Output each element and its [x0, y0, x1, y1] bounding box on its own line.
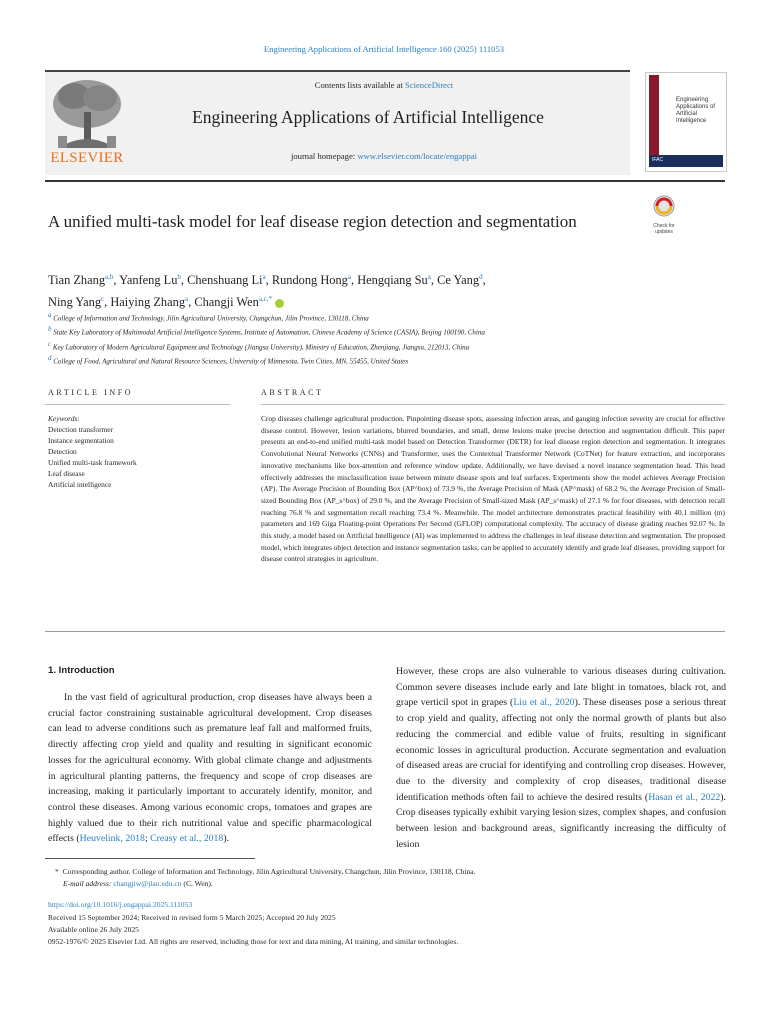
intro-left-paragraph: In the vast field of agricultural production, crop diseases have always been a crucial factor constraining sustainable agricultural development. Crop diseases can lead to adverse conditions such as premature leaf fall and malformed fruits, directly affecting crop yield and quality and resulting in significant economic losses for the agricultural economy. With global climate change and adjustments in agricultural planting patterns, the frequency and scope of crop diseases are increasing, making it particularly important to accurately identify, monitor, and control these diseases. Among various economic crops, tomatoes and grapes are highly valued due to their rich nutritional value and specific pharmacological effects (Heuvelink, 2018; Creasy et al., 2018). [48, 692, 372, 845]
received-dates: Received 15 September 2024; Received in revised form 5 March 2025; Accepted 20 July 2025 [48, 913, 336, 922]
affiliation: $^d$ College of Food, Agricultural and Natural Resource Sciences, University of Minnesota, Twin Cities, MN, 55455, United States [48, 353, 409, 366]
intro-right-paragraph: However, these crops are also vulnerable to various diseases during cultivation. Common severe diseases include early and late blight in tomatoes, black rot, and grape verticil spot in grapes (Liu et al., 2020). These diseases pose a serious threat to crop yield and quality, affecting not only the normal growth of plants but also reducing the commercial and edible value of fruits, resulting in significant economic losses in agricultural production. Accurate segmentation and evaluation of diseased areas are crucial for identifying and controlling crop diseases. However, due to the diversity and complexity of crop diseases, traditional disease identification methods often fail to achieve the desired results (Hasan et al., 2022). Crop diseases typically exhibit varying lesion sizes, complex shapes, and confusion between lesion and background areas, significantly increasing the difficulty of lesion [396, 666, 726, 850]
keyword: Unified multi-task framework [48, 458, 137, 467]
affiliation: $^a$ College of Information and Technology, Jilin Agricultural University, Changchun, Jilin Province, 130118, China [48, 311, 369, 323]
abstract-heading: ABSTRACT [261, 388, 324, 397]
author-list: Tian Zhang$^{a,b}$, Yanfeng Lu$^b$, Chenshuang Li$^a$, Rundong Hong$^a$, Hengqiang Su$^a$, Ce Yang$^d$, Ning Yang$^c$, Haiying Zhang$^a$, Changji Wen$^{a,c,*}$ [48, 273, 486, 310]
keyword: Detection transformer [48, 425, 114, 434]
keyword: Artificial intelligence [48, 480, 112, 489]
homepage-prefix: journal homepage: [290, 151, 358, 161]
citation-link[interactable]: Creasy et al., 2018 [150, 833, 224, 845]
author[interactable]: Ce Yang$^d$ [437, 273, 483, 288]
running-header[interactable]: Engineering Applications of Artificial Intelligence 160 (2025) 111053 [263, 44, 505, 54]
author[interactable]: Ning Yang$^c$ [48, 295, 105, 310]
article-info-rule [45, 404, 230, 405]
cover-title: Engineering Applications of Artificial Intelligence [676, 97, 716, 124]
check-updates-icon [647, 195, 681, 219]
publisher-wordmark[interactable]: ELSEVIER [50, 150, 124, 166]
keyword: Instance segmentation [48, 436, 114, 445]
orcid-icon[interactable] [275, 299, 284, 308]
keywords-block [48, 413, 233, 490]
masthead-rule [45, 180, 725, 182]
keyword: Leaf disease [48, 469, 85, 478]
author[interactable]: Haiying Zhang$^a$ [110, 295, 189, 310]
asterisk-icon: * [55, 867, 63, 876]
author[interactable]: Rundong Hong$^a$ [271, 273, 351, 288]
citation-link[interactable]: Liu et al., 2020 [513, 697, 575, 709]
front-matter-rule [45, 631, 725, 632]
affiliations [48, 310, 728, 367]
keywords-label: Keywords: [48, 414, 80, 423]
journal-cover[interactable] [645, 72, 727, 172]
journal-homepage-link[interactable]: www.elsevier.com/locate/engappai [357, 151, 478, 161]
abstract-rule [261, 404, 725, 405]
keyword: Detection [48, 447, 77, 456]
corresponding-note: * Corresponding author. College of Information and Technology, Jilin Agricultural University, Changchun, Jilin Province, 130118, China. [55, 867, 476, 876]
journal-title[interactable]: Engineering Applications of Artificial Intelligence [192, 107, 544, 127]
doi-link[interactable]: https://doi.org/10.1016/j.engappai.2025.111053 [48, 900, 193, 909]
cover-badge: IFAC [652, 157, 664, 163]
section-heading: 1. Introduction [48, 665, 115, 676]
footnote-rule [45, 858, 255, 859]
citation-link[interactable]: Heuvelink, 2018 [79, 833, 145, 845]
abstract-text: Crop diseases challenge agricultural production. Pinpointing disease spots, assessing infection areas, and gauging infection severity are crucial for effective disease control. However, lesion variations, blurred boundaries, and small, dense lesions make precise detection and segmentation difficult. This paper presents an end-to-end unified multi-task model based on Detection Transformer (DETR) for leaf disease region detection and segmentation. It integrates Convolutional Neural Networks (CNNs) and Transformer, uses the Contextual Transformer Network (CoTNet) for feature extraction, and incorporates innovative mechanisms like box-attention and reference window update. Additionally, we have devised a novel instance segmentation head. This head effectively addresses the misclassification issue between minute disease spots and leaf surfaces. Experiments show the model achieves Average Precision (AP). The Average Precision of Bounding Box (AP^box) of 73.9 %, the Average Precision of Mask (AP^mask) of 68.2 %, the Average Precision of Small-sized Bounding Box (AP_s^box) of 29.0 %, and the Average Precision of Small-sized Mask (AP_s^mask) of 27.1 % for four diseases, with detection recall reaching 76.8 % and segmentation recall reaching 73.4 %. Meanwhile. The model architecture demonstrates practical feasibility with 40.1 million (m) parameters and 169 Giga Floating-point Operations Per Second (GFLOP) computational complexity. The accuracy of disease grading reaches 92.07 %. In this study, a model based on Artificial Intelligence (AI) was implemented to address the challenges in leaf disease detection and segmentation. The proposed model, which integrates object detection and instance segmentation tasks, can be applied to accurately identify and grade leaf diseases, providing support for disease control strategies in agriculture. [261, 414, 725, 564]
author[interactable]: Chenshuang Li$^a$ [187, 273, 266, 288]
email-link[interactable]: changjiw@jlau.edu.cn [113, 879, 182, 888]
paper-title: A unified multi-task model for leaf disease region detection and segmentation [48, 212, 577, 231]
affiliation: $^b$ State Key Laboratory of Multimodal Artificial Intelligence Systems, Institute of Automation, Chinese Academy of Science (CASIA), Beijing 100190, China [48, 325, 485, 337]
author[interactable]: Yanfeng Lu$^b$ [119, 273, 181, 288]
cover-spine [649, 75, 659, 167]
article-info-heading: ARTICLE INFO [48, 388, 134, 397]
author[interactable]: Changji Wen$^{a,c,*}$ [194, 295, 273, 310]
check-updates-label: Check for updates [653, 223, 675, 235]
affiliation: $^c$ Key Laboratory of Modern Agricultural Equipment and Technology (Jiangsu University), Ministry of Education, Zhenjiang, Jiangsu, 212013, China [48, 339, 470, 351]
author[interactable]: Tian Zhang$^{a,b}$ [48, 273, 114, 288]
citation-link[interactable]: Hasan et al., 2022 [648, 791, 721, 803]
author[interactable]: Hengqiang Su$^a$ [357, 273, 431, 288]
available-online: Available online 26 July 2025 [48, 925, 139, 934]
sciencedirect-link[interactable]: ScienceDirect [405, 80, 454, 90]
contents-prefix: Contents lists available at [314, 80, 405, 90]
email-note: E-mail address: changjiw@jlau.edu.cn (C. Wen). [63, 879, 213, 888]
copyright: 0952-1976/© 2025 Elsevier Ltd. All rights are reserved, including those for text and data mining, AI training, and similar technologies. [48, 937, 459, 946]
check-for-updates-button[interactable] [647, 195, 681, 235]
